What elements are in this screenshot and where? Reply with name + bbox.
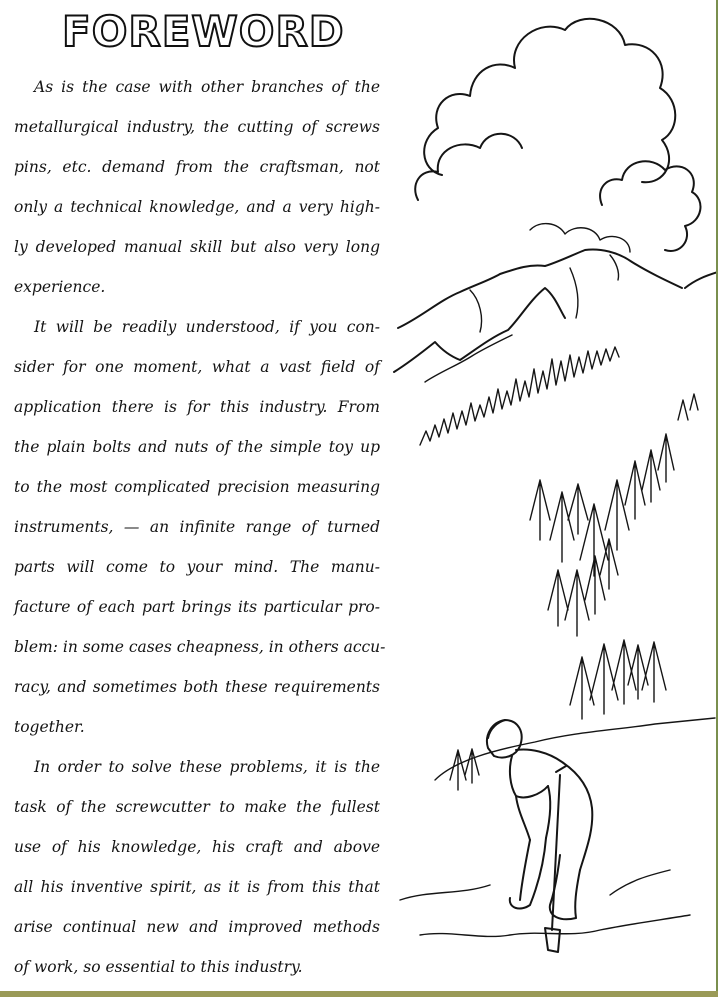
trees-illustration <box>435 640 715 790</box>
paragraph-1 <box>14 70 380 310</box>
text-line: arise continual new and improved methods <box>14 918 380 936</box>
forest-illustration <box>420 347 698 636</box>
man-digging-illustration <box>400 720 690 952</box>
text-line: It will be readily understood, if you con- <box>34 318 380 336</box>
text-line: task of the screwcutter to make the fullest <box>14 798 380 816</box>
text-line: of work, so essential to this industry. <box>14 958 303 976</box>
foreword-text <box>14 70 386 990</box>
text-line: use of his knowledge, his craft and above <box>14 838 380 856</box>
landscape-illustration <box>380 0 718 991</box>
page-title: FOREWORD <box>62 7 345 56</box>
text-line: As is the case with other branches of the <box>34 78 380 96</box>
text-line: instruments, — an infinite range of turned <box>14 518 380 536</box>
text-line: blem: in some cases cheapness, in others accu- <box>14 638 386 656</box>
text-line: sider for one moment, what a vast field of <box>14 358 380 376</box>
text-line: parts will come to your mind. The manu- <box>14 558 380 576</box>
bottom-border <box>0 991 718 997</box>
text-line: application there is for this industry. From <box>14 398 380 416</box>
mountain-illustration <box>394 250 718 383</box>
text-line: facture of each part brings its particular pro- <box>14 598 380 616</box>
text-line: racy, and sometimes both these requirements <box>14 678 380 696</box>
text-line: ly developed manual skill but also very long <box>14 238 380 256</box>
text-line: In order to solve these problems, it is the <box>34 758 380 776</box>
text-line: pins, etc. demand from the craftsman, not <box>14 158 380 176</box>
text-line: experience. <box>14 278 106 296</box>
paragraph-2 <box>14 310 386 750</box>
text-line: to the most complicated precision measuring <box>14 478 380 496</box>
text-line: the plain bolts and nuts of the simple toy up <box>14 438 380 456</box>
text-line: all his inventive spirit, as it is from this that <box>14 878 380 896</box>
text-line: metallurgical industry, the cutting of screws <box>14 118 380 136</box>
text-line: only a technical knowledge, and a very high- <box>14 198 380 216</box>
text-line: together. <box>14 718 85 736</box>
cloud-illustration <box>415 19 700 252</box>
paragraph-3 <box>14 750 380 990</box>
